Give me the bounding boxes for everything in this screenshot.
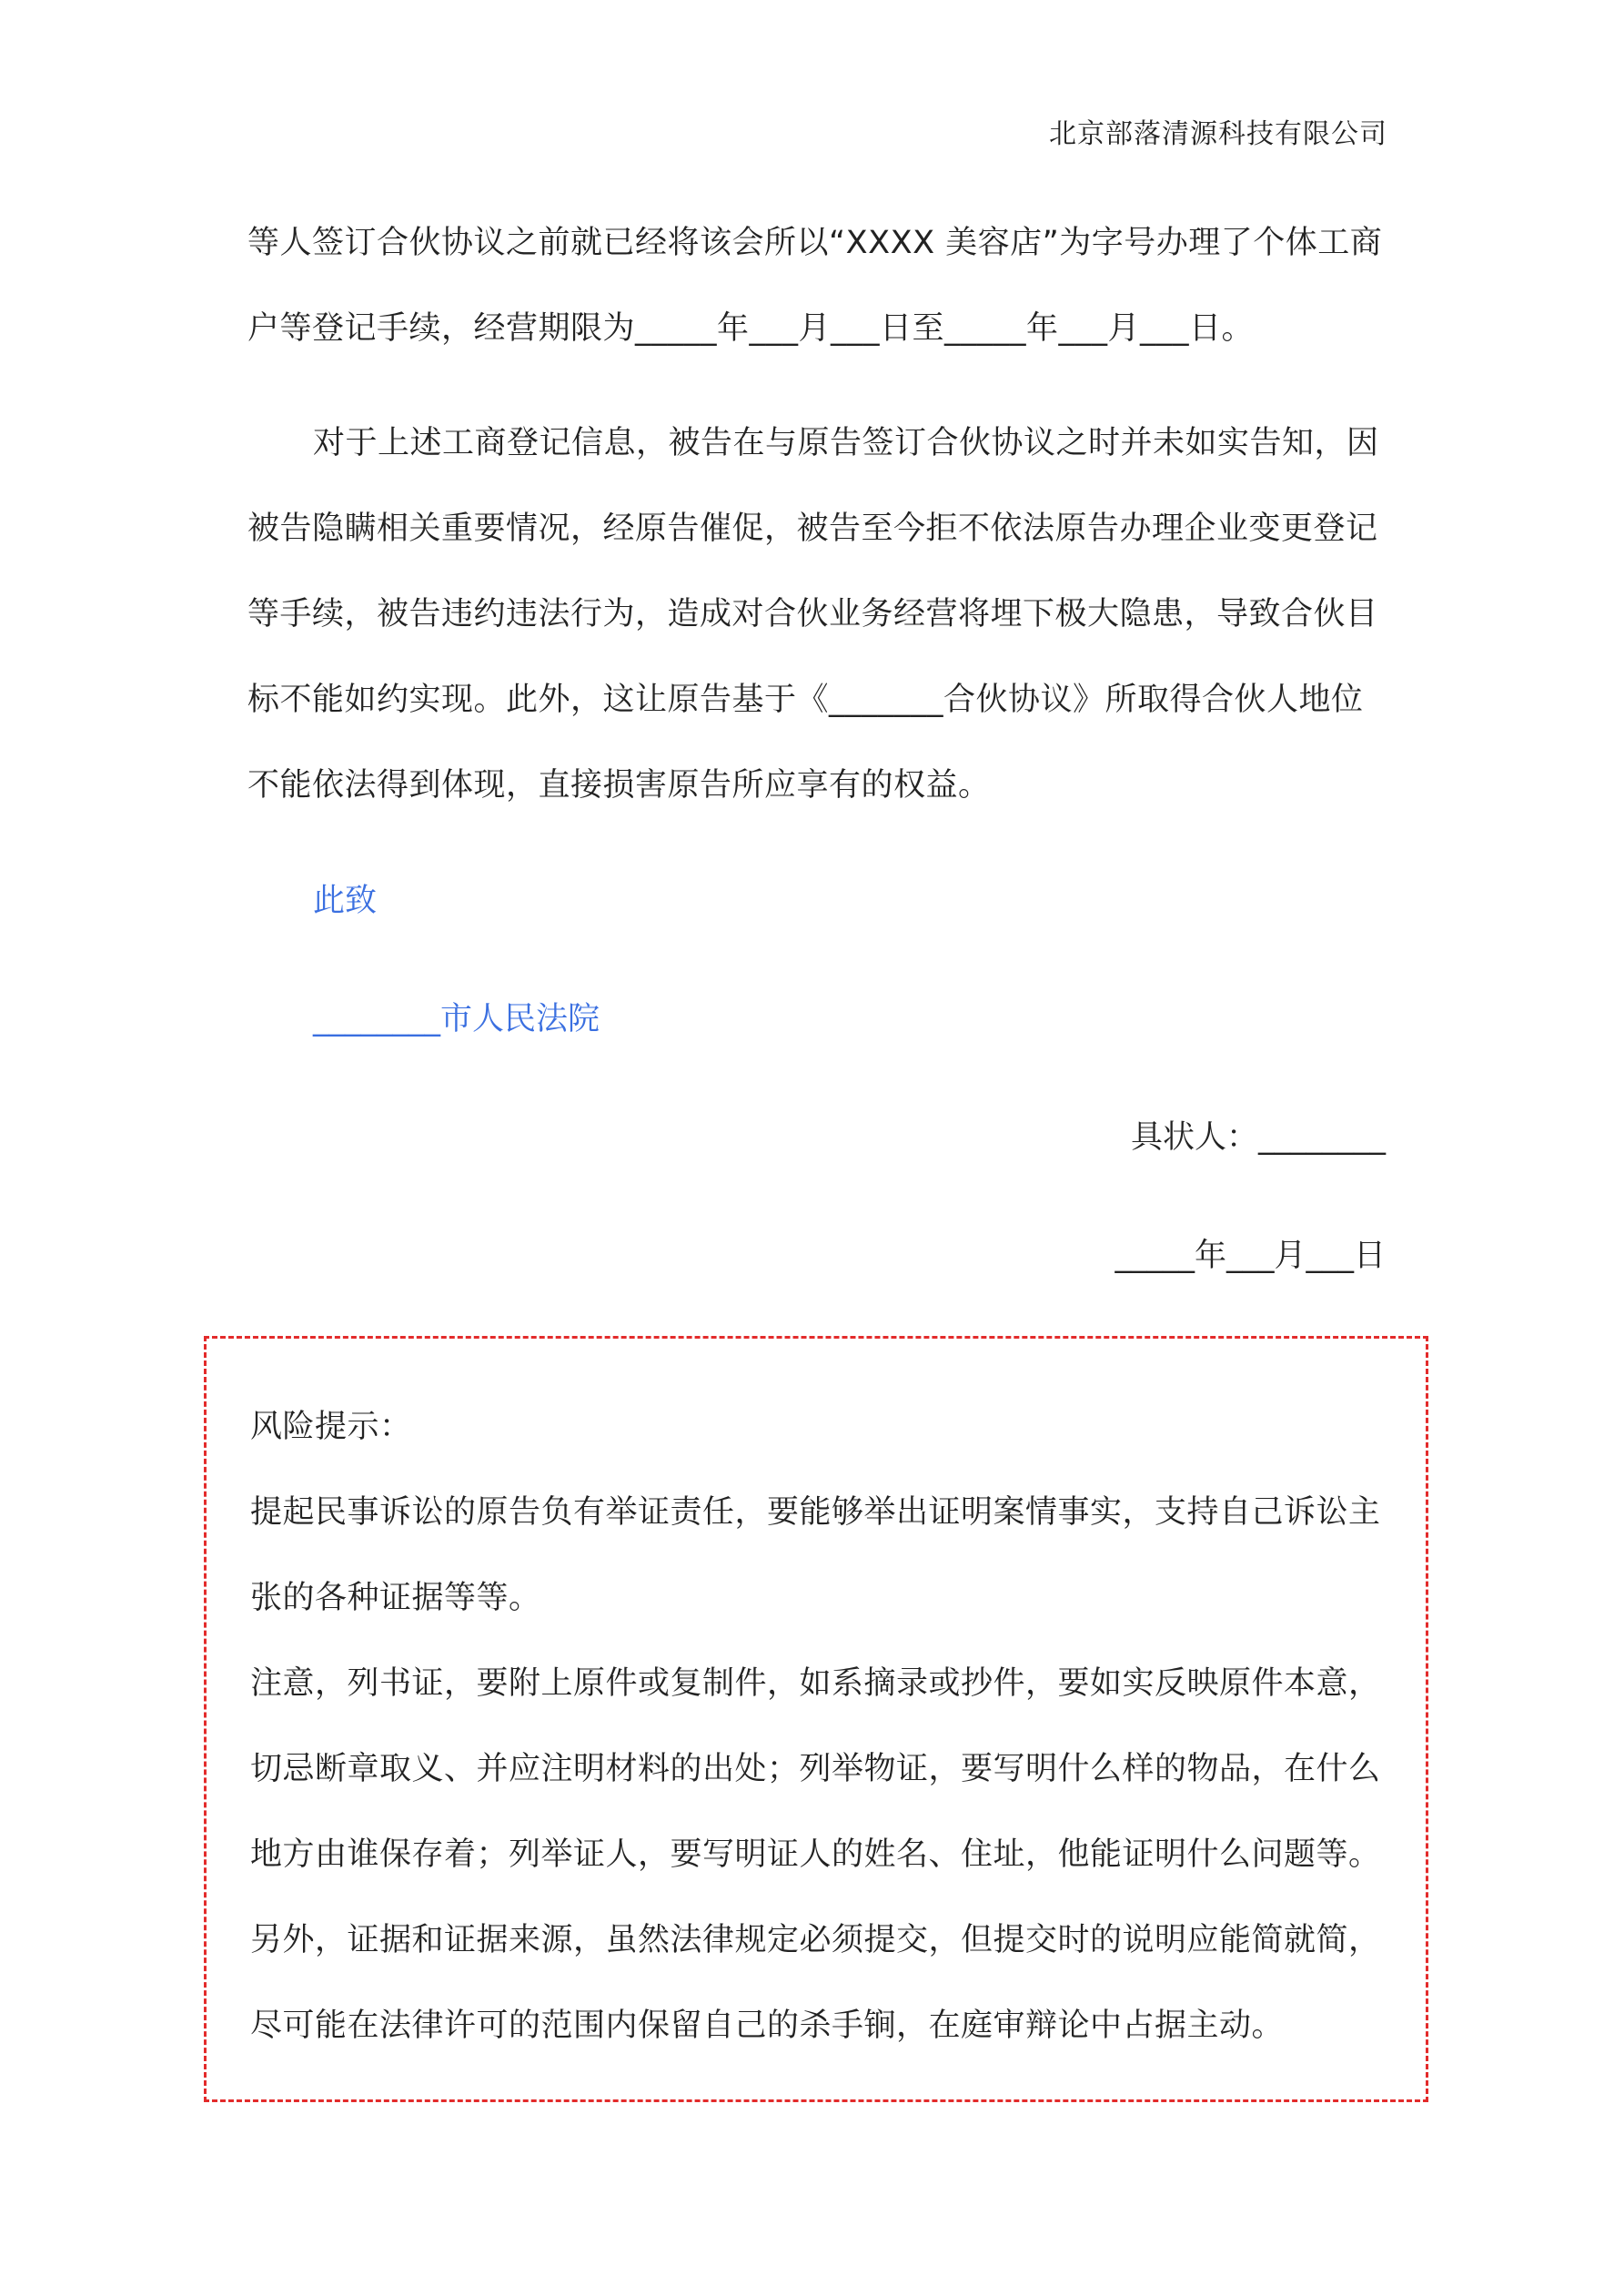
court-name: ________市人民法院 [313, 1001, 600, 1037]
plaintiff-signature: 具状人：________ [1130, 1119, 1386, 1156]
body-paragraph-2 [247, 400, 1387, 828]
risk-notice-box [204, 1336, 1428, 2102]
signature-date: _____年___月___日 [1115, 1238, 1386, 1274]
company-header: 北京部落清源科技有限公司 [1049, 118, 1387, 150]
risk-paragraph-1: 提起民事诉讼的原告负有举证责任，要能够举出证明案情事实，支持自己诉讼主张的各种证据等等。 [250, 1494, 1381, 1616]
risk-notice-text [250, 1384, 1389, 2068]
body-paragraph-2-text: 对于上述工商登记信息，被告在与原告签订合伙协议之时并未如实告知，因被告隐瞒相关重要情况，经原告催促，被告至今拒不依法原告办理企业变更登记等手续，被告违约违法行为，造成对合伙业务经营将埋下极大隐患，导致合伙目标不能如约实现。此外，这让原告基于《_______合伙协议》所取得合伙人地位不能依法得到体现，直接损害原告所应享有的权益。 [247, 425, 1379, 804]
risk-paragraph-3: 另外，证据和证据来源，虽然法律规定必须提交，但提交时的说明应能简就简，尽可能在法律许可的范围内保留自己的杀手锏，在庭审辩论中占据主动。 [250, 1922, 1381, 2044]
risk-title: 风险提示： [250, 1409, 412, 1445]
salutation: 此致 [313, 883, 378, 919]
risk-paragraph-2: 注意，列书证，要附上原件或复制件，如系摘录或抄件，要如实反映原件本意，切忌断章取义、并应注明材料的出处；列举物证，要写明什么样的物品，在什么地方由谁保存着；列举证人，要写明证人的姓名、住址，他能证明什么问题等。 [250, 1665, 1381, 1873]
body-paragraph-1: 等人签订合伙协议之前就已经将该会所以“XXXX 美容店”为字号办理了个体工商户等登记手续，经营期限为_____年___月___日至_____年___月___日。 [247, 225, 1383, 347]
